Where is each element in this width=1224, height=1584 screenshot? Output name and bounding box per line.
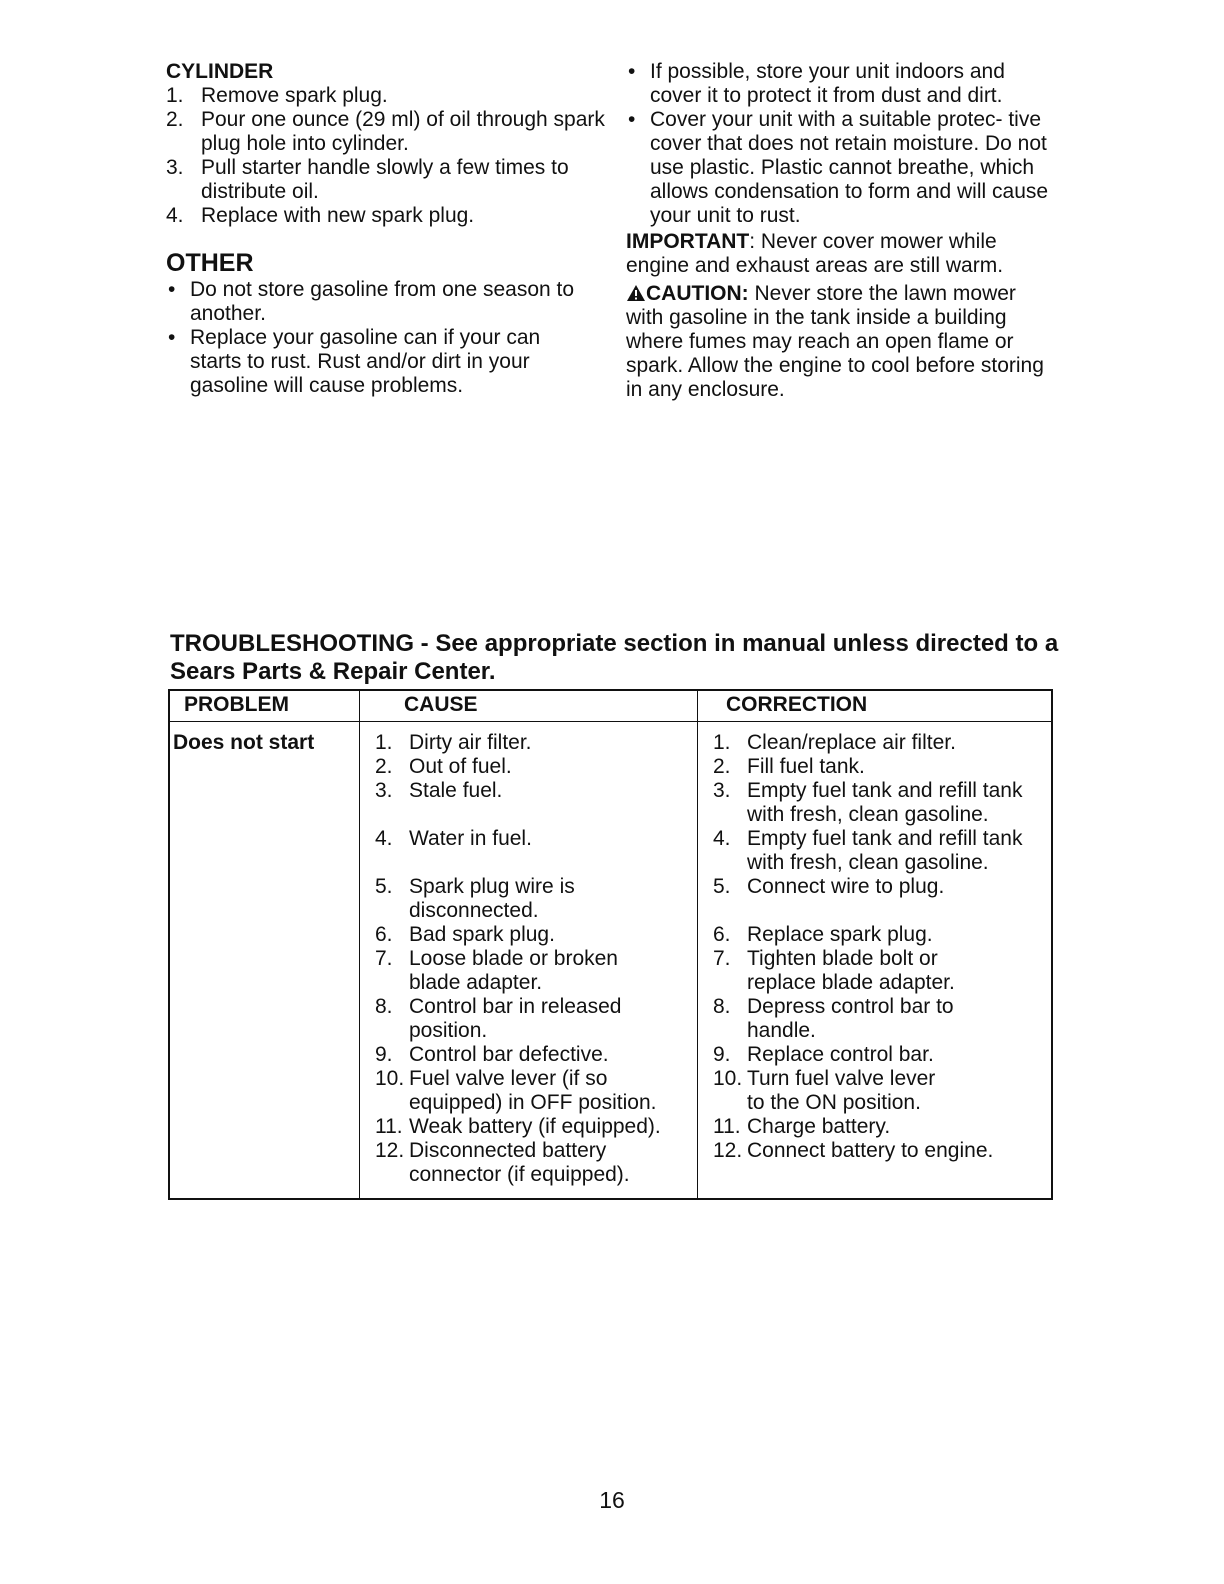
other-bullets [166,278,586,398]
correction-text: Charge battery. [747,1115,891,1138]
correction-text: Replace spark plug. [747,923,933,946]
cylinder-heading: CYLINDER [166,60,274,83]
correction-number: 3. [713,779,731,802]
correction-text: Clean/replace air filter. [747,731,956,754]
cause-number: 9. [375,1043,393,1066]
cause-item [375,731,690,755]
correction-item [713,1139,1053,1163]
correction-text: Fill fuel tank. [747,755,865,778]
correction-text: Empty fuel tank and refill tank with fresh, clean gasoline. [747,779,1023,826]
list-item: 4. Replace with new spark plug. [166,204,475,227]
cause-item [375,827,690,875]
correction-number: 1. [713,731,731,754]
other-heading: OTHER [166,249,254,277]
cause-text: Out of fuel. [409,755,512,778]
cause-list [375,731,690,1187]
correction-item [713,1043,1053,1067]
storage-bullets [626,60,1056,228]
correction-text: Depress control bar to handle. [747,995,954,1042]
cause-item [375,1067,690,1115]
list-item: 2. Pour one ounce (29 ml) of oil through spark plug hole into cylinder. [166,108,605,155]
cause-number: 5. [375,875,393,898]
cause-number: 4. [375,827,393,850]
cause-item [375,1115,690,1139]
cause-text: Dirty air filter. [409,731,532,754]
header-problem: PROBLEM [184,693,289,716]
correction-item [713,1067,1053,1115]
right-column [626,60,1066,402]
cause-number: 3. [375,779,393,802]
troubleshooting-table [168,689,1053,1200]
correction-number: 8. [713,995,731,1018]
correction-number: 4. [713,827,731,850]
cause-item [375,755,690,779]
correction-text: Turn fuel valve lever to the ON position. [747,1067,936,1114]
header-divider [697,721,1051,722]
correction-item [713,875,1053,923]
correction-item [713,755,1053,779]
header-divider [170,721,359,722]
page-number: 16 [599,1487,625,1513]
cause-item [375,923,690,947]
cause-item [375,1139,690,1187]
correction-item [713,779,1053,827]
cause-number: 8. [375,995,393,1018]
warning-triangle-icon [626,284,646,302]
cause-item [375,779,690,827]
cause-item [375,947,690,995]
cause-text: Control bar defective. [409,1043,609,1066]
list-item: 3. Pull starter handle slowly a few times to distribute oil. [166,156,569,203]
troubleshooting-title: TROUBLESHOOTING - See appropriate section in manual unless directed to a Sears Parts & Repair Center. [170,630,1059,685]
correction-item [713,731,1053,755]
header-divider [359,721,697,722]
correction-text: Connect battery to engine. [747,1139,994,1162]
cause-number: 10. [375,1067,405,1090]
correction-number: 12. [713,1139,743,1162]
cause-item [375,875,690,923]
correction-text: Tighten blade bolt or replace blade adapter. [747,947,955,994]
problem-cell: Does not start [173,731,315,754]
cause-number: 7. [375,947,393,970]
cause-item [375,1043,690,1067]
cause-number: 11. [375,1115,403,1138]
caution-note: CAUTION: Never store the lawn mower with gasoline in the tank inside a building where fumes may reach an open flame or spark. Allow the engine to cool before storing in any enclosure. [626,282,1044,401]
column-divider [697,691,698,1198]
header-correction: CORRECTION [726,693,868,716]
cause-number: 12. [375,1139,405,1162]
correction-text: Empty fuel tank and refill tank with fresh, clean gasoline. [747,827,1023,874]
correction-item [713,1115,1053,1139]
correction-number: 11. [713,1115,741,1138]
cause-item [375,995,690,1043]
correction-item [713,947,1053,995]
cause-text: Bad spark plug. [409,923,555,946]
column-divider [359,691,360,1198]
cause-text: Disconnected battery connector (if equipped). [409,1139,630,1186]
correction-number: 2. [713,755,731,778]
correction-text: Connect wire to plug. [747,875,945,898]
cause-text: Fuel valve lever (if so equipped) in OFF position. [409,1067,657,1114]
cause-text: Stale fuel. [409,779,503,802]
left-column [166,60,606,398]
cause-text: Control bar in released position. [409,995,622,1042]
correction-text: Replace control bar. [747,1043,934,1066]
cause-number: 1. [375,731,393,754]
cause-text: Weak battery (if equipped). [409,1115,661,1138]
cause-text: Spark plug wire is disconnected. [409,875,575,922]
correction-item [713,923,1053,947]
cylinder-steps [166,84,606,228]
cause-text: Water in fuel. [409,827,532,850]
correction-item [713,995,1053,1043]
cause-number: 2. [375,755,393,778]
header-cause: CAUSE [404,693,478,716]
correction-number: 9. [713,1043,731,1066]
correction-item [713,827,1053,875]
list-item: 1. Remove spark plug. [166,84,388,107]
cause-number: 6. [375,923,393,946]
correction-number: 6. [713,923,731,946]
correction-list [713,731,1053,1163]
list-item: • If possible, store your unit indoors and cover it to protect it from dust and dirt. [628,60,1005,107]
correction-number: 5. [713,875,731,898]
correction-number: 10. [713,1067,743,1090]
cause-text: Loose blade or broken blade adapter. [409,947,618,994]
list-item: • Replace your gasoline can if your can starts to rust. Rust and/or dirt in your gasoline will cause problems. [168,326,541,397]
list-item: • Do not store gasoline from one season to another. [168,278,575,325]
important-note: IMPORTANT: Never cover mower while engine and exhaust areas are still warm. [626,230,1004,277]
list-item: • Cover your unit with a suitable protec- tive cover that does not retain moisture. Do not use plastic. Plastic cannot breathe, which allows condensation to form and will cause your unit to rust. [628,108,1049,227]
correction-number: 7. [713,947,731,970]
